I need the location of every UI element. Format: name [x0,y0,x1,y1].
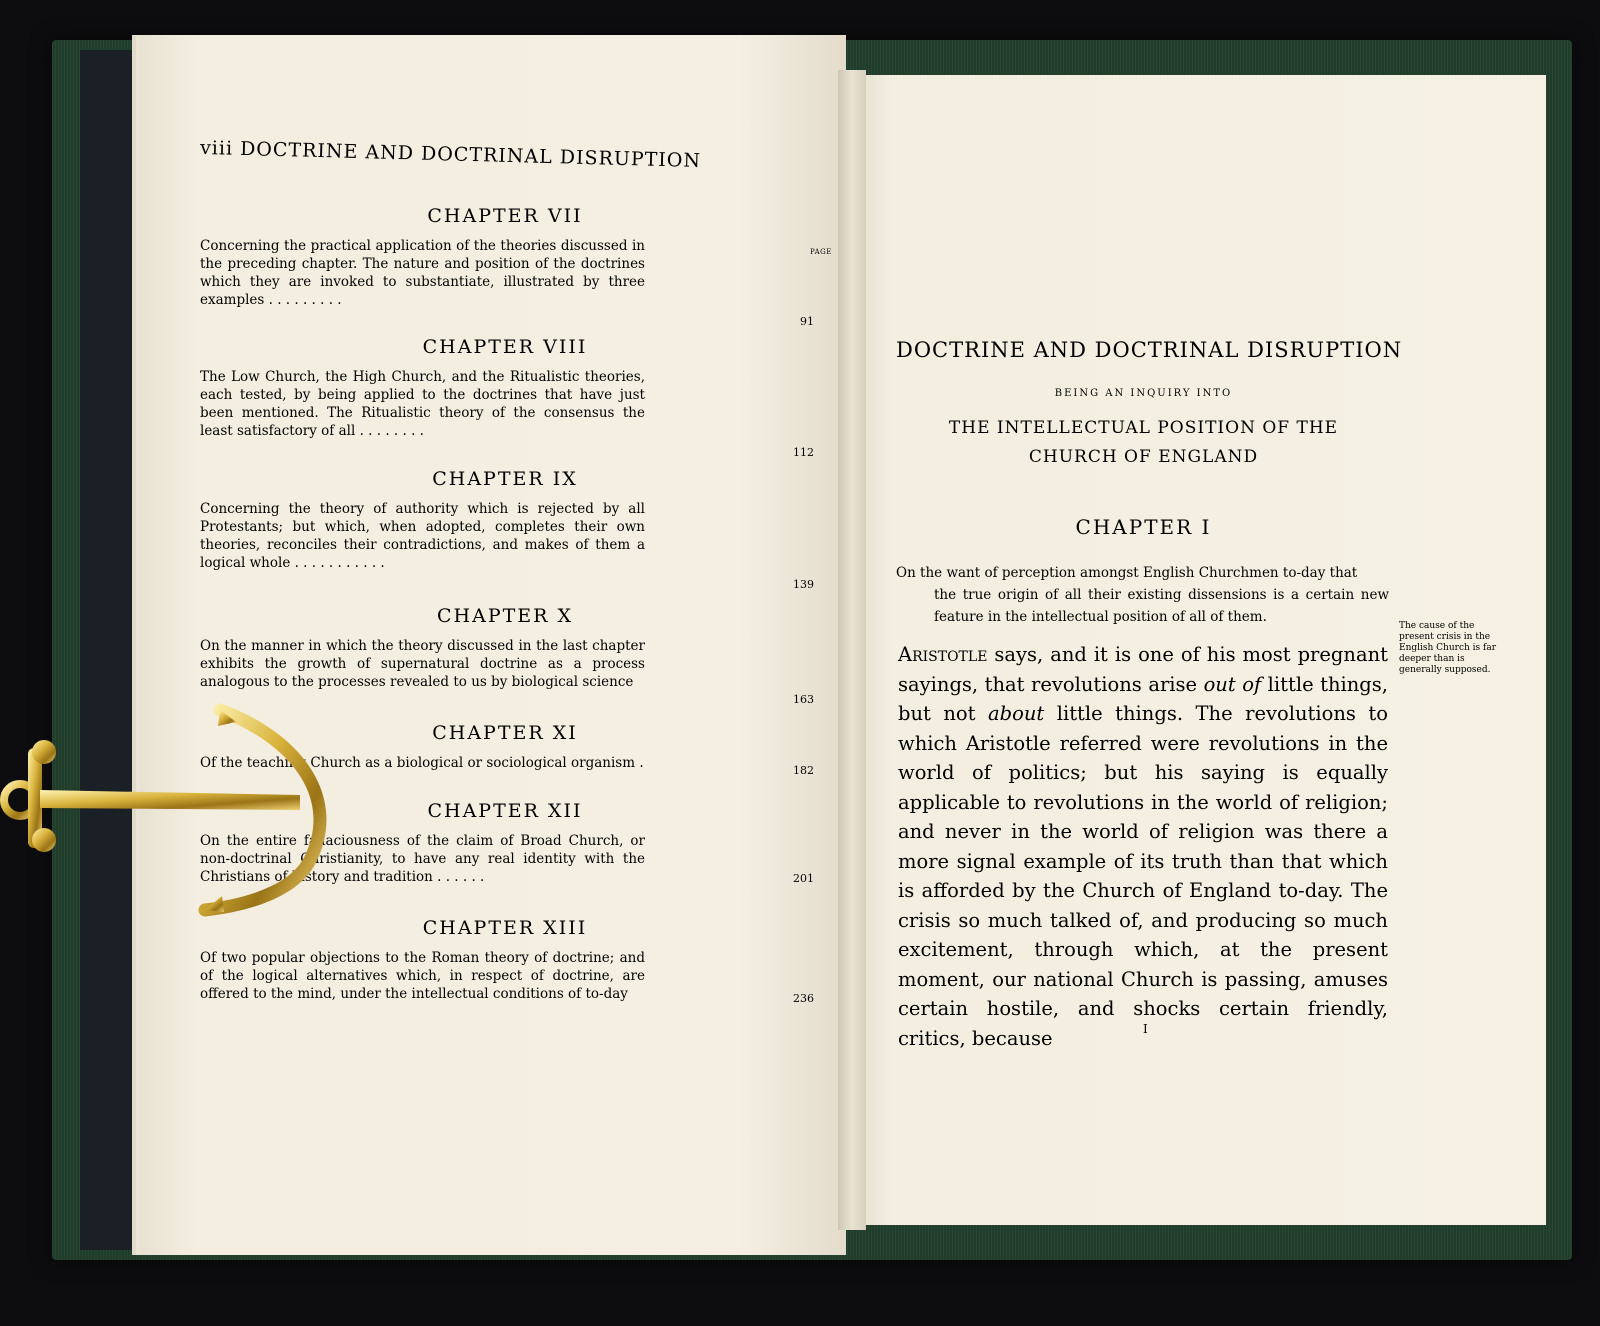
book-gutter [838,70,866,1230]
running-head: viii DOCTRINE AND DOCTRINAL DISRUPTION [199,136,702,172]
body-emphasis: about [988,702,1045,725]
anchor-bookmark-icon [0,700,340,930]
chapter-summary-rest: the true origin of all their existing dissensions is a certain new feature in the intellectual position of all of them. [934,587,1389,625]
toc-page-number: 182 [793,764,814,777]
inquiry-line-2: CHURCH OF ENGLAND [1028,447,1259,467]
body-segment: says, and it is one of his most pregnant sayings, that revolutions arise [898,643,1388,696]
toc-page-number: 163 [793,693,814,706]
toc-chapter-heading: CHAPTER VIII [422,336,588,358]
toc-chapter-heading: CHAPTER IX [432,468,578,490]
chapter-heading: CHAPTER I [1075,515,1212,539]
toc-chapter-heading: CHAPTER X [436,605,574,627]
toc-chapter-heading: CHAPTER XI [432,722,578,744]
body-emphasis: out of [1203,672,1262,696]
toc-page-number: 201 [793,872,814,885]
toc-chapter-heading: CHAPTER VII [427,205,583,227]
toc-entry [190,336,820,459]
toc-page-number: 236 [793,992,814,1005]
folio-number: I [1143,1022,1148,1036]
toc-description: Of the teaching Church as a biological or sociological organism . [200,755,644,771]
toc-description: Concerning the theory of authority which is rejected by all Protestants; but which, when adopted, completes their own theories, reconciles their contradictions, and makes of them a logical whole . . . . . . . . . . . [200,501,645,571]
toc-entry [190,205,820,328]
toc-page-number: 91 [800,315,814,328]
book-subtitle: BEING AN INQUIRY INTO [1054,388,1233,399]
book-title: DOCTRINE AND DOCTRINAL DISRUPTION [896,338,1403,362]
toc-description: On the entire fallaciousness of the claim of Broad Church, or non-doctrinal Christianity, to have any real identity with the Christians of history and tradition . . . . . . [200,833,645,885]
chapter-summary [896,562,1389,628]
toc-entry [190,605,820,706]
toc-page-number: 112 [793,446,814,459]
toc-description: On the manner in which the theory discussed in the last chapter exhibits the growth of supernatural doctrine as a process analogous to the processes revealed to us by biological science [200,638,645,690]
toc-description: The Low Church, the High Church, and the Ritualistic theories, each tested, by being applied to the doctrines that have just been mentioned. The Ritualistic theory of the consensus the least satisfactory of all . . . . . . . . [200,369,645,439]
toc-chapter-heading: CHAPTER XII [427,800,583,822]
margin-note: The cause of the present crisis in the English Church is far deeper than is generally supposed. [1399,621,1496,675]
body-segment: little things. The revolutions to which Aristotle referred were revolutions in the world of politics; but his saying is equally applicable to revolutions in the world of religion; and never in the world of religion was there a more signal example of its truth than that which is afforded by the Church of England to-day. The crisis so much talked of, and producing so much excitement, through which, at the present moment, our national Church is passing, amuses certain hostile, and shocks certain friendly, critics, because [898,702,1388,1050]
toc-entry [190,468,820,591]
page-column-label: PAGE [810,248,832,256]
body-lead-word: Aristotle [898,643,988,666]
toc-chapter-heading: CHAPTER XIII [422,917,588,939]
body-text [898,640,1388,1053]
body-segment: little things, but not [898,672,1388,725]
toc-description: Of two popular objections to the Roman theory of doctrine; and of the logical alternatives which, in respect of doctrine, are offered to the mind, under the intellectual conditions of to-day [200,950,645,1002]
toc-description: Concerning the practical application of the theories discussed in the preceding chapter. The nature and position of the doctrines which they are invoked to substantiate, illustrated by three examples . . . . . . . . . [200,238,645,308]
inquiry-line-1: THE INTELLECTUAL POSITION OF THE [948,418,1339,438]
toc-page-number: 139 [793,578,814,591]
chapter-summary-first-line: On the want of perception amongst English Churchmen to-day that [896,565,1358,581]
